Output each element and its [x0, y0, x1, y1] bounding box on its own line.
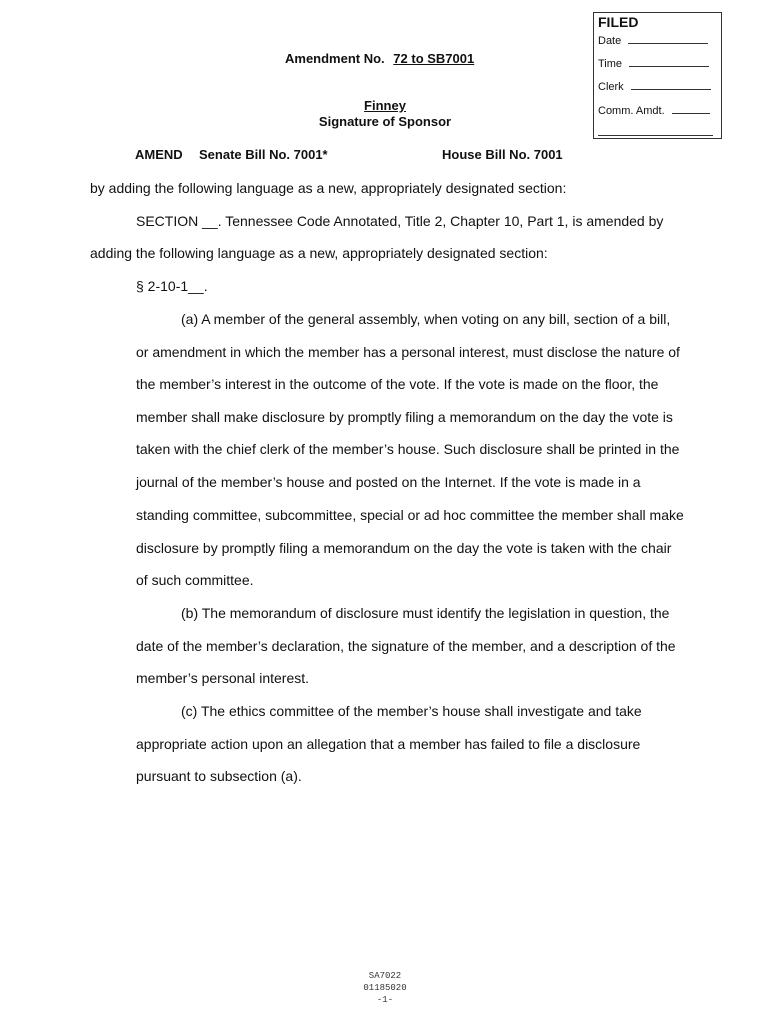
body-line: member’s personal interest.	[136, 670, 310, 686]
filed-clerk-blank	[631, 80, 711, 90]
page-number: -1-	[376, 995, 394, 1005]
subsection-b-line: (b) The memorandum of disclosure must identify the legislation in question, the	[181, 605, 670, 621]
filed-stamp-box	[593, 12, 722, 139]
footer-number: 01185020	[363, 983, 407, 993]
amendment-number	[285, 51, 474, 66]
filed-extra-blank	[598, 135, 713, 136]
filed-comm-label: Comm. Amdt.	[598, 105, 665, 117]
section-heading-line: SECTION __. Tennessee Code Annotated, Title 2, Chapter 10, Part 1, is amended by	[136, 213, 664, 229]
filed-date-line	[598, 34, 708, 47]
subsection-a-line: (a) A member of the general assembly, when voting on any bill, section of a bill,	[181, 311, 671, 327]
body-line: journal of the member’s house and posted on the Internet. If the vote is made in a	[136, 474, 641, 490]
body-line: by adding the following language as a new, appropriately designated section:	[90, 180, 567, 196]
body-line: appropriate action upon an allegation that a member has failed to file a disclosure	[136, 736, 641, 752]
filed-time-label: Time	[598, 58, 623, 70]
amend-label: AMEND	[135, 147, 183, 162]
body-line: pursuant to subsection (a).	[136, 768, 302, 784]
filed-comm-blank	[672, 104, 710, 114]
amendment-prefix: Amendment No.	[285, 51, 385, 66]
filed-comm-line	[598, 104, 710, 117]
amendment-ref: 72 to SB7001	[393, 51, 475, 66]
filed-date-blank	[628, 34, 708, 44]
filed-date-label: Date	[598, 35, 622, 47]
body-line: of such committee.	[136, 572, 254, 588]
filed-clerk-label: Clerk	[598, 81, 624, 93]
body-line: taken with the chief clerk of the member’s house. Such disclosure shall be printed in the	[136, 441, 680, 457]
body-line: the member’s interest in the outcome of the vote. If the vote is made on the floor, the	[136, 376, 659, 392]
body-line: standing committee, subcommittee, special or ad hoc committee the member shall make	[136, 507, 684, 523]
body-line: adding the following language as a new, appropriately designated section:	[90, 245, 548, 261]
sponsor-caption: Signature of Sponsor	[318, 114, 452, 129]
code-section-number: § 2-10-1__.	[136, 278, 208, 294]
sponsor-name-text: Finney	[364, 98, 406, 113]
body-line: or amendment in which the member has a personal interest, must disclose the nature of	[136, 344, 680, 360]
senate-bill: Senate Bill No. 7001*	[199, 147, 328, 162]
body-line: disclosure by promptly filing a memorandum on the day the vote is taken with the chair	[136, 540, 672, 556]
filed-time-blank	[629, 57, 709, 67]
body-line: date of the member’s declaration, the signature of the member, and a description of the	[136, 638, 676, 654]
filed-clerk-line	[598, 80, 711, 93]
house-bill: House Bill No. 7001	[442, 147, 563, 162]
filed-time-line	[598, 57, 709, 70]
footer-code: SA7022	[368, 971, 402, 981]
subsection-c-line: (c) The ethics committee of the member’s house shall investigate and take	[181, 703, 642, 719]
body-line: member shall make disclosure by promptly filing a memorandum on the day the vote is	[136, 409, 673, 425]
filed-title: FILED	[598, 14, 639, 30]
sponsor-name	[285, 98, 485, 113]
